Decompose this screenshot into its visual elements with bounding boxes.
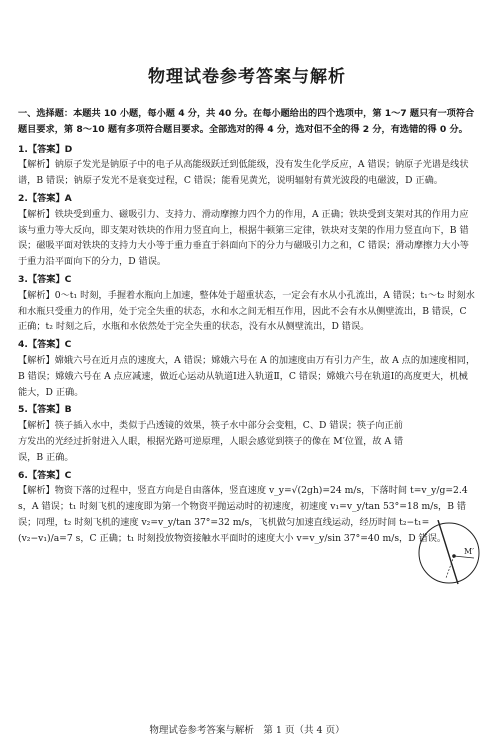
section-intro: 一、选择题：本题共 10 小题，每小题 4 分，共 40 分。在每小题给出的四个选项中，第 1～7 题只有一项符合题目要求，第 8～10 题有多项符合题目要求。全部选对的得 4 分，选对但不全的得 2 分，有选错的得 0 分。 — [18, 108, 475, 135]
answer-3: 3.【答案】C — [18, 273, 72, 285]
document-title: 物理试卷参考答案与解析 — [148, 67, 346, 87]
explanation-3: 【解析】0～t₁ 时刻，手握着水瓶向上加速，整体处于超重状态，一定会有水从小孔流出，A 错误；t₁～t₂ 时刻水和水瓶只受重力的作用，处于完全失重的状态，水和水之间无相互作用，因此不会有水从侧壁流出，B 错误，C 正确；t₂ 时刻之后，水瓶和水依然处于完全失重的状态，没有水从侧壁流出，D 错误。 — [18, 289, 475, 333]
answer-6: 6.【答案】C — [18, 469, 72, 481]
diagram-label-m: M′ — [464, 547, 475, 556]
document-body — [18, 106, 476, 547]
answer-1: 1.【答案】D — [18, 143, 73, 155]
answer-2: 2.【答案】A — [18, 192, 72, 204]
explanation-1: 【解析】钠原子发光是钠原子中的电子从高能级跃迁到低能级，没有发生化学反应，A 错误；钠原子光谱是线状谱，B 错误；钠原子发光不是衰变过程，C 错误；能看见黄光，说明辐射有黄光波段的电磁波，D 正确。 — [18, 159, 469, 187]
chopstick-in-water-diagram — [414, 520, 484, 586]
answer-4: 4.【答案】C — [18, 339, 72, 351]
explanation-2: 【解析】铁块受到重力、磁吸引力、支持力、滑动摩擦力四个力的作用，A 正确；铁块受到支架对其的作用力应该与重力等大反向，即支架对铁块的作用力竖直向上，根据牛顿第三定律，铁块对支架的作用力竖直向下，B 错误；磁吸平面对铁块的支持力大小等于重力垂直于斜面向下的分力与磁吸引力之和，C 错误；滑动摩擦力大小等于重力沿平面向下的分力，D 错误。 — [18, 208, 469, 268]
explanation-4: 【解析】嫦娥六号在近月点的速度大，A 错误；嫦娥六号在 A 的加速度由万有引力产生，故 A 点的加速度相同，B 错误；嫦娥六号在 A 点应减速，做近心运动从轨道Ⅰ进入轨道Ⅱ，C 错误；嫦娥六号在轨道Ⅰ的高度更大，机械能大，D 正确。 — [18, 354, 476, 398]
page-footer: 物理试卷参考答案与解析 第 1 页（共 4 页） — [149, 725, 345, 736]
answer-5: 5.【答案】B — [18, 404, 72, 416]
explanation-5: 【解析】筷子插入水中，类似于凸透镜的效果，筷子水中部分会变粗，C、D 错误；筷子向正前方发出的光经过折射进入人眼，根据光路可逆原理，人眼会感觉到筷子的像在 M′位置，故 A 错误，B 正确。 — [18, 420, 404, 463]
explanation-6: 【解析】物资下落的过程中，竖直方向是自由落体，竖直速度 v_y=√(2gh)=24 m/s，下落时间 t=v_y/g=2.4 s，A 错误；t₁ 时刻飞机的速度即为第一个物资平抛运动时的初速度，初速度 v₁=v_y/tan 53°=18 m/s，B 错误；同理，t₂ 时刻飞机的速度 v₂=v_y/tan 37°=32 m/s，飞机做匀加速直线运动，经历时间 t₂−t₁=(v₂−v₁)/a=7 s，C 正确；t₁ 时刻投放物资接触水平面时的速度大小 v=v_y/sin 37°=40 m/s，D 错误。 — [18, 485, 468, 544]
